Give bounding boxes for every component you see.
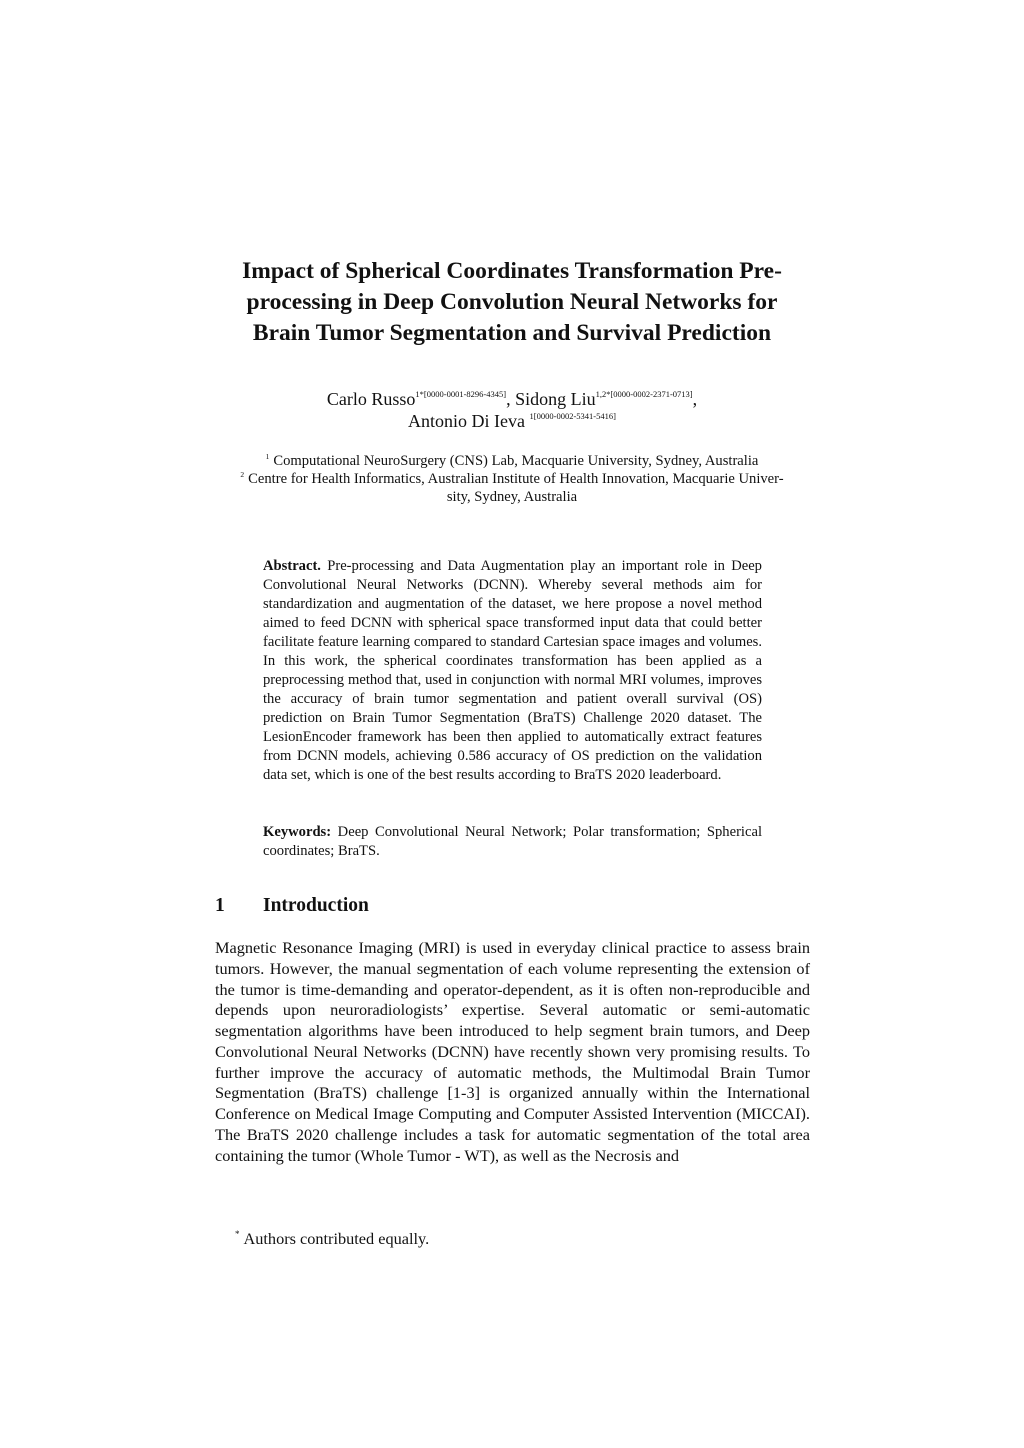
paper-title [200, 256, 824, 349]
author-name: Carlo Russo [326, 389, 416, 409]
section-number: 1 [215, 895, 225, 916]
author-separator: , [692, 389, 698, 409]
footnote-mark: * [235, 1229, 240, 1239]
title-line: Brain Tumor Segmentation and Survival Prediction [252, 320, 772, 346]
keywords-label: Keywords: [263, 824, 332, 840]
keywords [263, 823, 762, 861]
introduction-paragraph: Magnetic Resonance Imaging (MRI) is used in everyday clinical practice to assess brain tumors. However, the manual segmentation of each volume representing the extension of the tumor is time-demanding and operator-dependent, as it is often non-reproducible and depends upon neuroradiologists’ expertise. Several automatic or semi-automatic segmentation algorithms have been introduced to help segment brain tumors, and Deep Convolutional Neural Networks (DCNN) have recently shown very promising results. To further improve the accuracy of automatic methods, the Multimodal Brain Tumor Segmentation (BraTS) challenge [1-3] is organized annually within the International Conference on Medical Image Computing and Computer Assisted Intervention (MICCAI). The BraTS 2020 challenge includes a task for automatic segmentation of the total area containing the tumor (Whole Tumor - WT), as well as the Necrosis and [215, 938, 810, 1165]
abstract-text: Pre-processing and Data Augmentation play an important role in Deep Convolutional Neural Networks (DCNN). Whereby several methods aim for standardization and augmentation of the dataset, we here propose a novel method aimed to feed DCNN with spherical space transformed input data that could better facilitate feature learning compared to standard Cartesian space images and volumes. In this work, the spherical coordinates transformation has been applied as a preprocessing method that, used in conjunction with normal MRI volumes, improves the accuracy of brain tumor segmentation and patient overall survival (OS) prediction on Brain Tumor Segmentation (BraTS) Challenge 2020 dataset. The LesionEncoder framework has been then applied to automatically extract features from DCNN models, achieving 0.586 accuracy of OS prediction on the validation data set, which is one of the best results according to BraTS 2020 leaderboard. [263, 558, 762, 783]
section-heading: Introduction [263, 895, 369, 916]
affiliation-list [200, 452, 824, 506]
affiliation-number: 2 [240, 470, 245, 479]
author-affiliation-mark: 1[0000-0002-5341-5416] [529, 411, 616, 421]
affiliation-text: Centre for Health Informatics, Australian Institute of Health Innovation, Macquarie Univer- [248, 471, 784, 487]
author-name: Sidong Liu [515, 389, 596, 409]
affiliation [200, 452, 824, 470]
affiliation-text: Computational NeuroSurgery (CNS) Lab, Macquarie University, Sydney, Australia [273, 453, 759, 469]
title-line: processing in Deep Convolution Neural Networks for [246, 289, 778, 315]
affiliation [200, 470, 824, 488]
footnote [235, 1229, 429, 1249]
author-line [200, 388, 824, 410]
keywords-text: Deep Convolutional Neural Network; Polar transformation; Spherical coordinates; BraTS. [263, 824, 762, 859]
author-list [200, 388, 824, 432]
footnote-text: Authors contributed equally. [243, 1229, 430, 1248]
affiliation-continued: sity, Sydney, Australia [446, 489, 578, 505]
author-name: Antonio Di Ieva [408, 411, 530, 431]
affiliation-number: 1 [265, 452, 270, 461]
author-affiliation-mark: 1*[0000-0001-8296-4345] [415, 389, 507, 399]
title-line: Impact of Spherical Coordinates Transformation Pre- [242, 258, 782, 284]
abstract-label: Abstract. [263, 558, 321, 574]
author-line [200, 410, 824, 432]
author-separator: , [506, 389, 516, 409]
author-affiliation-mark: 1,2*[0000-0002-2371-0713] [595, 389, 693, 399]
abstract [263, 557, 762, 785]
